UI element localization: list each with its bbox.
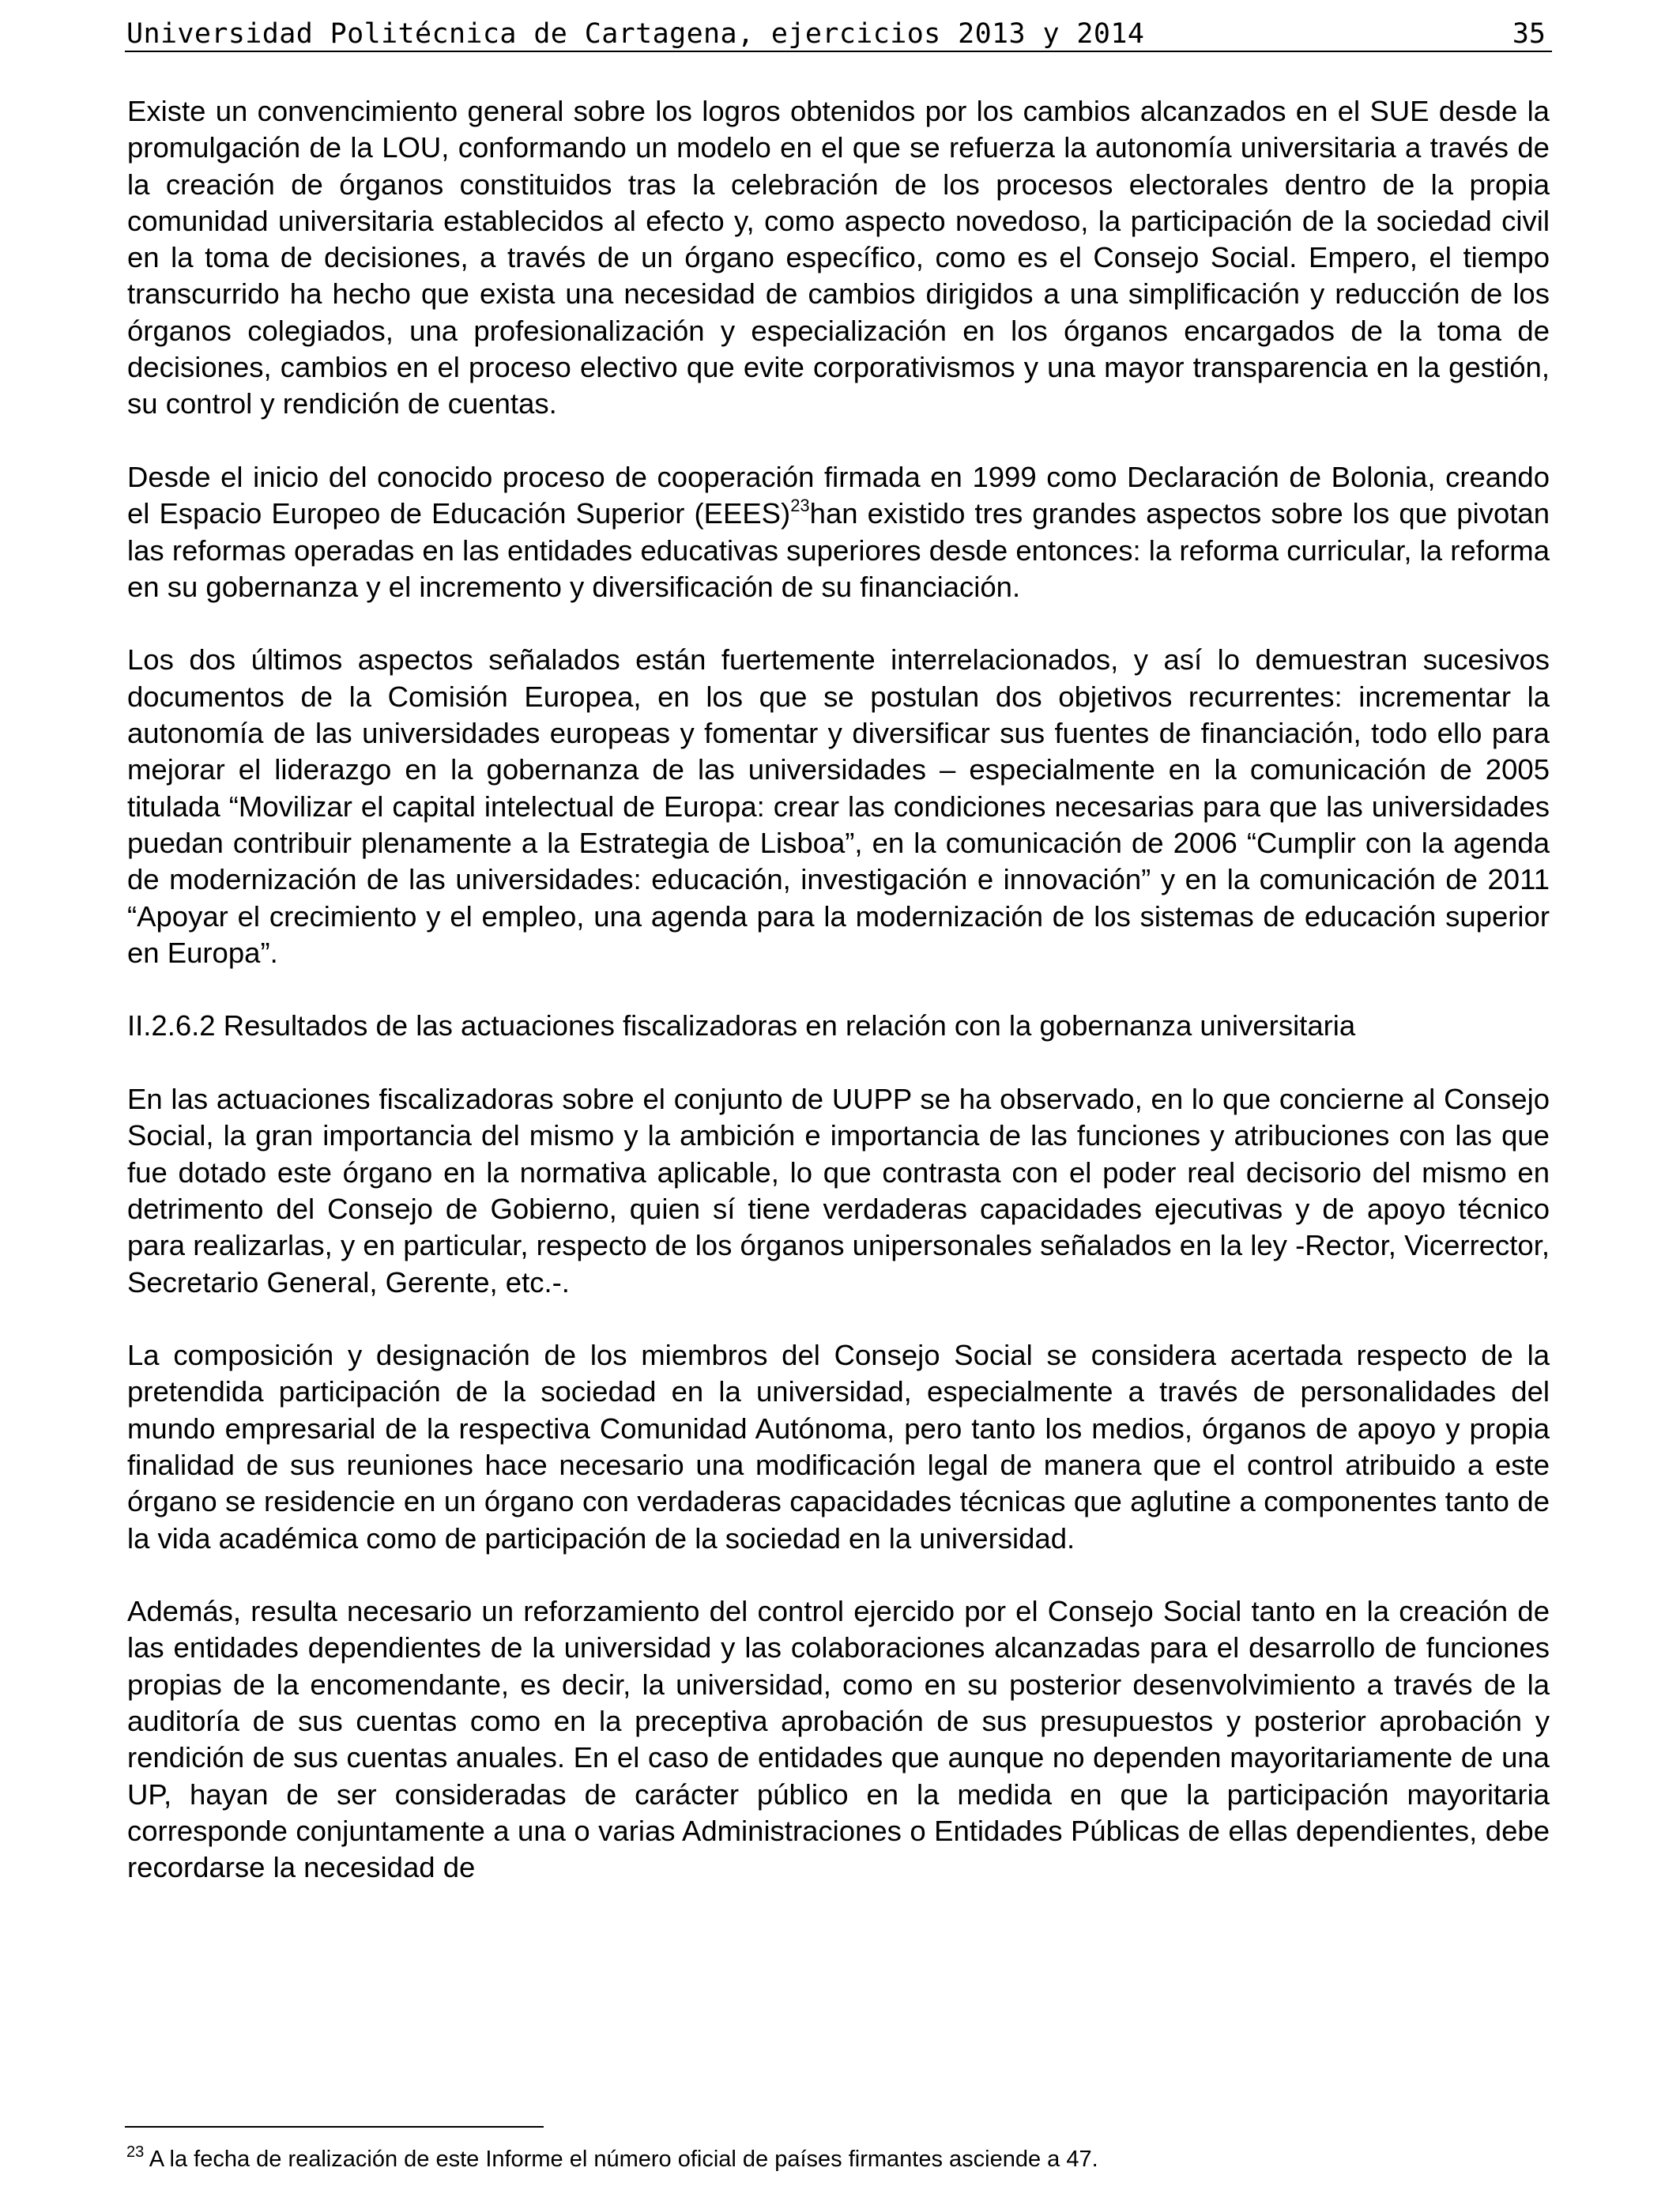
paragraph-2-text-a: Desde el inicio del conocido proceso de cooperación firmada en 1999 como Declaración de Bolonia, creando el Espacio Europeo de Educación Superior (EEES): [127, 460, 1550, 530]
page-number: 35: [1512, 18, 1546, 50]
footnote-separator: [125, 2126, 544, 2128]
page-body: [127, 93, 1550, 1923]
header-title: Universidad Politécnica de Cartagena, ejercicios 2013 y 2014: [126, 18, 1145, 50]
page-header: [125, 11, 1552, 52]
paragraph-2-text-b: han existido tres grandes aspectos sobre los que pivotan las reformas operadas en las entidades educativas superiores desde entonces: la reforma curricular, la reforma en su gobernanza y el incremento y diversificación de su financiación.: [127, 497, 1550, 603]
paragraph-4: En las actuaciones fiscalizadoras sobre el conjunto de UUPP se ha observado, en lo que concierne al Consejo Social, la gran importancia del mismo y la ambición e importancia de las funciones y atribuciones con las que fue dotado este órgano en la normativa aplicable, lo que contrasta con el poder real decisorio del mismo en detrimento del Consejo de Gobierno, quien sí tiene verdaderas capacidades ejecutivas y de apoyo técnico para realizarlas, y en particular, respecto de los órganos unipersonales señalados en la ley -Rector, Vicerrector, Secretario General, Gerente, etc.-.: [127, 1083, 1550, 1299]
footnote-text: A la fecha de realización de este Informe el número oficial de países firmantes asciende a 47.: [144, 2147, 1098, 2172]
paragraph-1: Existe un convencimiento general sobre los logros obtenidos por los cambios alcanzados en el SUE desde la promulgación de la LOU, conformando un modelo en el que se refuerza la autonomía universitaria a través de la creación de órganos constituidos tras la celebración de los procesos electorales dentro de la propia comunidad universitaria establecidos al efecto y, como aspecto novedoso, la participación de la sociedad civil en la toma de decisiones, a través de un órgano específico, como es el Consejo Social. Empero, el tiempo transcurrido ha hecho que exista una necesidad de cambios dirigidos a una simplificación y reducción de los órganos colegiados, una profesionalización y especialización en los órganos encargados de la toma de decisiones, cambios en el proceso electivo que evite corporativismos y una mayor transparencia en la gestión, su control y rendición de cuentas.: [127, 95, 1550, 420]
section-heading: II.2.6.2 Resultados de las actuaciones fiscalizadoras en relación con la gobernanza universitaria: [127, 1009, 1356, 1042]
paragraph-3: Los dos últimos aspectos señalados están fuertemente interrelacionados, y así lo demuestran sucesivos documentos de la Comisión Europea, en los que se postulan dos objetivos recurrentes: incrementar la autonomía de las universidades europeas y fomentar y diversificar sus fuentes de financiación, todo ello para mejorar el liderazgo en la gobernanza de las universidades – especialmente en la comunicación de 2005 titulada “Movilizar el capital intelectual de Europa: crear las condiciones necesarias para que las universidades puedan contribuir plenamente a la Estrategia de Lisboa”, en la comunicación de 2006 “Cumplir con la agenda de modernización de las universidades: educación, investigación e innovación” y en la comunicación de 2011 “Apoyar el crecimiento y el empleo, una agenda para la modernización de los sistemas de educación superior en Europa”.: [127, 643, 1550, 969]
paragraph-2: [127, 459, 1550, 605]
paragraph-6: Además, resulta necesario un reforzamiento del control ejercido por el Consejo Social tanto en la creación de las entidades dependientes de la universidad y las colaboraciones alcanzadas para el desarrollo de funciones propias de la encomendante, es decir, la universidad, como en su posterior desenvolvimiento a través de la auditoría de sus cuentas como en la preceptiva aprobación de sus presupuestos y posterior aprobación y rendición de sus cuentas anuales. En el caso de entidades que aunque no dependen mayoritariamente de una UP, hayan de ser consideradas de carácter público en la medida en que la participación mayoritaria corresponde conjuntamente a una o varias Administraciones o Entidades Públicas de ellas dependientes, debe recordarse la necesidad de: [127, 1595, 1550, 1884]
paragraph-5: La composición y designación de los miembros del Consejo Social se considera acertada respecto de la pretendida participación de la sociedad en la universidad, especialmente a través de personalidades del mundo empresarial de la respectiva Comunidad Autónoma, pero tanto los medios, órganos de apoyo y propia finalidad de sus reuniones hace necesario una modificación legal de manera que el control atribuido a este órgano se residencie en un órgano con verdaderas capacidades técnicas que aglutine a componentes tanto de la vida académica como de participación de la sociedad en la universidad.: [127, 1339, 1550, 1555]
footnote-number: 23: [126, 2143, 145, 2161]
footnote-ref-23[interactable]: 23: [790, 496, 810, 516]
footnote: [126, 2143, 1549, 2175]
